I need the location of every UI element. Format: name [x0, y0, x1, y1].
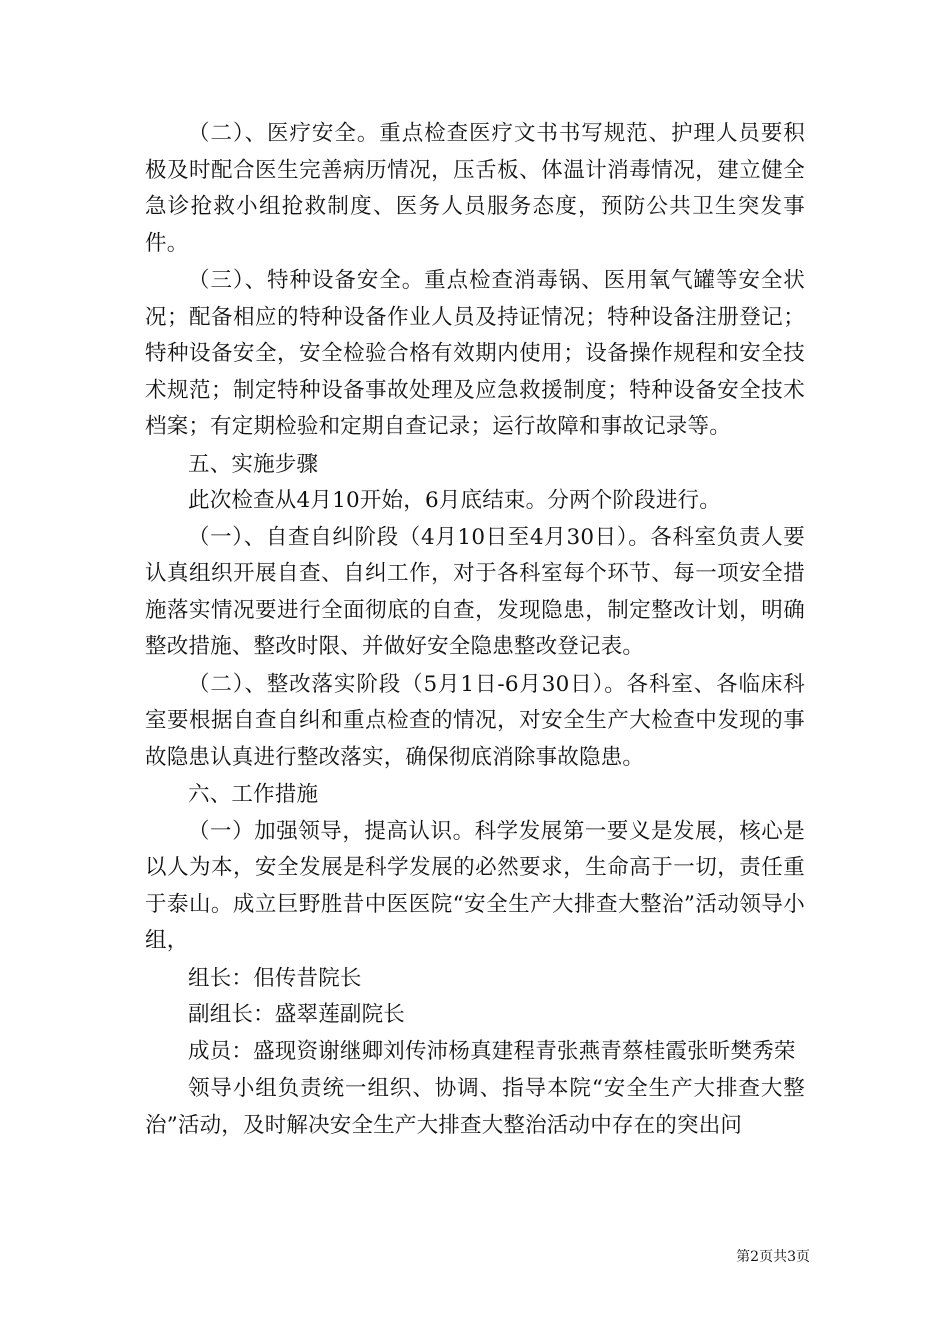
paragraph-rectification-stage: （二）、整改落实阶段（5月1日-6月30日）。各科室、各临床科室要根据自查自纠和重点检查的情况，对安全生产大检查中发现的事故隐患认真进行整改落实，确保彻底消除事故隐患。: [145, 671, 805, 770]
section-heading-implementation-steps: 五、实施步骤: [188, 451, 319, 477]
paragraph-deputy-group-leader: 副组长：盛翠莲副院长: [188, 1002, 406, 1027]
paragraph-inspection-period: 此次检查从4月10开始，6月底结束。分两个阶段进行。: [188, 488, 721, 513]
paragraph-group-leader: 组长：佀传昔院长: [188, 965, 362, 991]
document-body: [145, 116, 805, 1145]
page-number-footer: 第2页共3页: [736, 1249, 810, 1265]
paragraph-self-inspection-stage: （一）、自查自纠阶段（4月10日至4月30日）。各科室负责人要认真组织开展自查、自纠工作，对于各科室每个环节、每一项安全措施落实情况要进行全面彻底的自查，发现隐患，制定整改计划，明确整改措施、整改时限、并做好安全隐患整改登记表。: [145, 524, 805, 659]
paragraph-members: 成员：盛现资谢继卿刘传沛杨真建程青张燕青蔡桂霞张昕樊秀荣: [188, 1038, 796, 1064]
paragraph-strengthen-leadership: （一）加强领导，提高认识。科学发展第一要义是发展，核心是以人为本，安全发展是科学发展的必然要求，生命高于一切，责任重于泰山。成立巨野胜昔中医医院“安全生产大排查大整治”活动领导小组，: [145, 818, 805, 953]
paragraph-leading-group-duties: 领导小组负责统一组织、协调、指导本院“安全生产大排查大整治”活动，及时解决安全生产大排查大整治活动中存在的突出问: [145, 1076, 805, 1138]
section-heading-work-measures: 六、工作措施: [188, 782, 319, 807]
paragraph-special-equipment-safety: （三）、特种设备安全。重点检查消毒锅、医用氧气罐等安全状况；配备相应的特种设备作业人员及持证情况；特种设备注册登记；特种设备安全，安全检验合格有效期内使用；设备操作规程和安全技术规范；制定特种设备事故处理及应急救援制度；特种设备安全技术档案；有定期检验和定期自查记录；运行故障和事故记录等。: [145, 268, 805, 439]
paragraph-medical-safety: （二）、医疗安全。重点检查医疗文书书写规范、护理人员要积极及时配合医生完善病历情况，压舌板、体温计消毒情况，建立健全急诊抢救小组抢救制度、医务人员服务态度，预防公共卫生突发事件。: [145, 121, 805, 256]
